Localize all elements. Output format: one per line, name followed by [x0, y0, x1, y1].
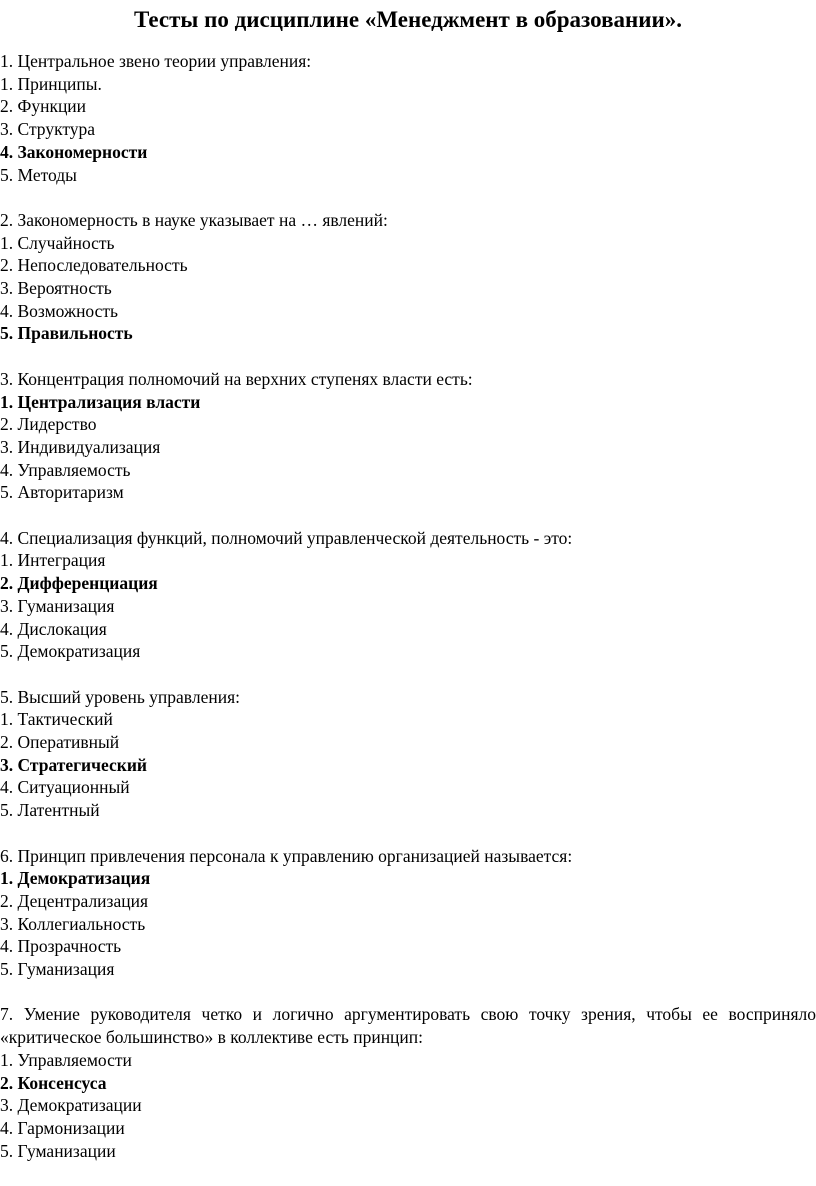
question-text: 5. Высший уровень управления: [0, 686, 240, 707]
answer-option: 4. Дислокация [0, 618, 107, 639]
answer-option: 5. Латентный [0, 800, 100, 821]
answer-option: 4. Прозрачность [0, 936, 122, 957]
answer-option: 2. Непоследовательность [0, 255, 188, 276]
question-text: 6. Принцип привлечения персонала к управлению организацией называется: [0, 845, 573, 866]
answer-option: 5. Гуманизации [0, 1140, 116, 1161]
question-text: 1. Центральное звено теории управления: [0, 51, 312, 71]
answer-option: 1. Интеграция [0, 550, 106, 571]
question-block [0, 368, 816, 504]
answer-option: 5. Гуманизация [0, 959, 115, 980]
answer-option: 1. Тактический [0, 709, 113, 730]
answer-option: 3. Демократизации [0, 1095, 142, 1116]
question-block [0, 845, 816, 981]
answer-option: 3. Коллегиальность [0, 913, 146, 934]
test-questions [0, 50, 816, 1185]
answer-option: 5. Правильность [0, 323, 133, 344]
answer-option: 3. Индивидуализация [0, 436, 161, 457]
question-block [0, 1003, 816, 1162]
answer-option: 4. Возможность [0, 300, 119, 321]
answer-option: 2. Оперативный [0, 732, 120, 753]
question-block [0, 527, 816, 663]
answer-option: 1. Случайность [0, 232, 115, 253]
answer-option: 3. Стратегический [0, 754, 148, 775]
answer-option: 2. Консенсуса [0, 1072, 107, 1093]
answer-option: 5. Демократизация [0, 641, 141, 662]
document-title: Тесты по дисциплине «Менеджмент в образовании». [133, 7, 683, 32]
question-text: 7. Умение руководителя четко и логично аргументировать свою точку зрения, чтобы ее восприняло «критическое большинство» в коллективе есть принцип: [0, 1004, 816, 1048]
question-block [0, 50, 816, 186]
answer-option: 4. Закономерности [0, 141, 148, 162]
answer-option: 4. Гармонизации [0, 1117, 125, 1138]
answer-option: 1. Демократизация [0, 868, 151, 889]
question-text: 2. Закономерность в науке указывает на … явлений: [0, 209, 388, 230]
question-block [0, 209, 816, 345]
answer-option: 5. Авторитаризм [0, 482, 124, 503]
answer-option: 1. Принципы. [0, 73, 102, 94]
answer-option: 2. Децентрализация [0, 890, 149, 911]
answer-option: 2. Дифференциация [0, 573, 158, 594]
answer-option: 4. Ситуационный [0, 777, 130, 798]
answer-option: 1. Управляемости [0, 1049, 132, 1070]
question-text: 4. Специализация функций, полномочий управленческой деятельность - это: [0, 527, 573, 548]
answer-option: 2. Функции [0, 96, 87, 117]
question-text: 3. Концентрация полномочий на верхних ступенях власти есть: [0, 368, 473, 389]
answer-option: 2. Лидерство [0, 414, 97, 435]
answer-option: 4. Управляемость [0, 459, 131, 480]
answer-option: 1. Централизация власти [0, 391, 201, 412]
answer-option: 3. Вероятность [0, 278, 112, 299]
question-block [0, 686, 816, 822]
answer-option: 3. Гуманизация [0, 595, 115, 616]
answer-option: 3. Структура [0, 119, 96, 140]
answer-option: 5. Методы [0, 164, 77, 185]
